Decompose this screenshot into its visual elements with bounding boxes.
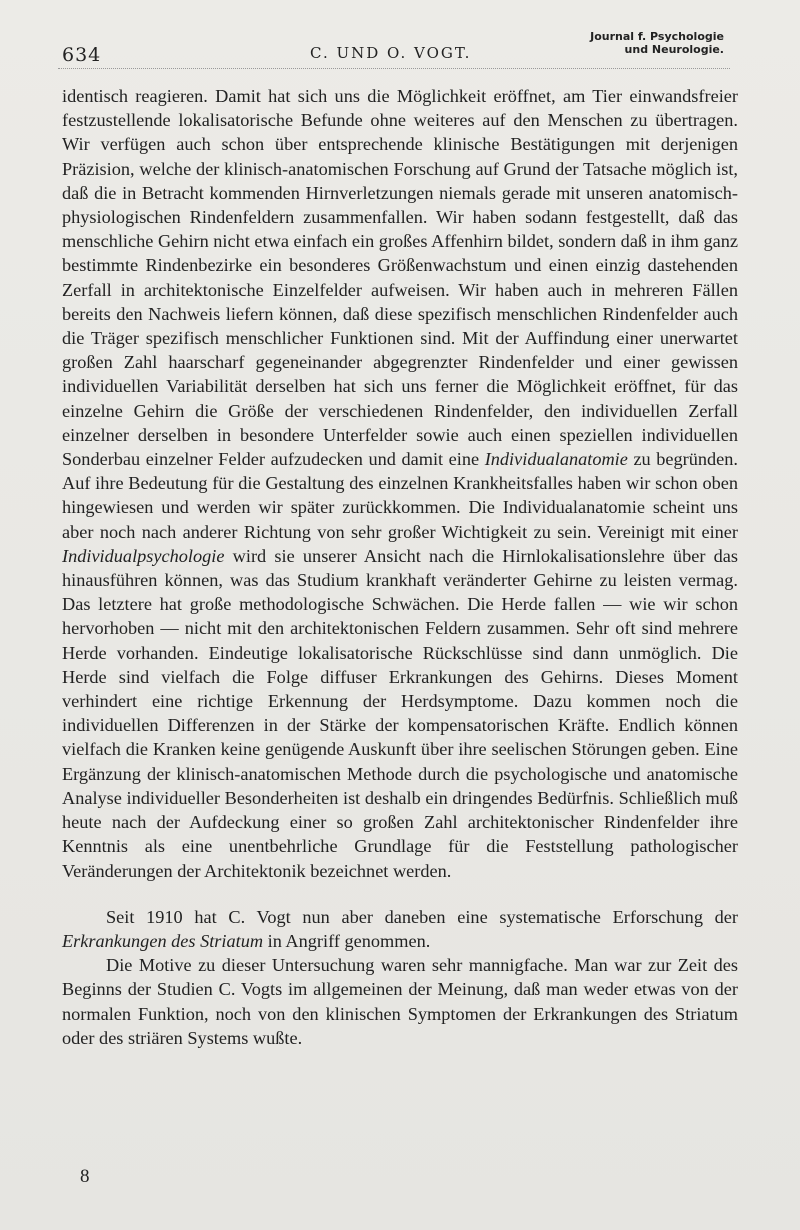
text-run: identisch reagieren. Damit hat sich uns die Möglichkeit eröffnet, am Tier einwandsfreier festzustellende lokalisatorische Befunde ohne weiteres auf den Menschen zu übertragen. Wir verfügen auch schon über entsprechende klinische Bestätigungen mit derjenigen Präzision, welche der klinisch-anatomischen Forschung auf Grund der Tatsache möglich ist, daß die in Betracht kommenden Hirnverletzungen niemals gerade mit unseren anatomisch-physiologischen Rindenfeldern zusammenfallen. Wir haben sodann festgestellt, daß das menschliche Gehirn nicht etwa einfach ein großes Affenhirn bildet, sondern daß in ihm ganz bestimmte Rindenbezirke ein <box>62 86 738 276</box>
body-paragraph <box>62 905 738 953</box>
italic-text: Individualpsychologie <box>62 545 225 566</box>
text-run: normalen Funktion <box>62 1003 204 1024</box>
text-run: Seit 1910 hat C. Vogt nun aber daneben eine systematische Erforschung der <box>106 906 738 927</box>
page-number: 634 <box>62 44 102 66</box>
text-run: der Erkrankungen des Striatum oder des striären Systems wußte. <box>62 1003 738 1048</box>
running-head: C. UND O. VOGT. <box>310 44 472 62</box>
text-run: spezifisch menschlicher Funktionen <box>145 328 414 349</box>
text-run: besonderes Größenwachstum <box>289 255 507 276</box>
journal-title <box>590 30 724 56</box>
text-run: in Angriff genommen. <box>263 930 431 951</box>
header-rule <box>58 68 730 69</box>
text-run: zu begründen. Auf ihre Bedeutung für die Gestaltung des einzelnen Krankheitsfalles haben wir schon oben hingewiesen und werden wir später zurückkommen. Die Individualanatomie scheint uns aber noch nach anderer Richtung von sehr großer Wichtigkeit zu sein. Vereinigt mit einer <box>62 449 738 542</box>
page-header <box>0 0 800 70</box>
text-run: klinischen Symptomen <box>325 1003 497 1024</box>
signature-mark: 8 <box>80 1166 90 1187</box>
text-run: . Endlich können vielfach die Kranken keine genügende Auskunft über ihre seelischen Störungen geben. Eine Ergänzung der klinisch-anatomischen Methode durch die psychologische und anatomische Analyse individueller Besonderheiten ist deshalb ein dringendes Bedürfnis. Schließlich muß heute nach der Aufdeckung einer so großen Zahl architektonischer Rindenfelder ihre Kenntnis als eine unentbehrliche Grundlage für die Feststellung <box>62 715 739 857</box>
body-text <box>62 84 738 1050</box>
text-run: , noch von den <box>204 1003 326 1024</box>
text-run: sind. Mit der Auffindung einer unerwartet großen Zahl haarscharf gegeneinander abgegrenzter Rindenfelder und einer gewissen individuellen Variabilität derselben hat sich uns ferner die Möglichkeit eröffnet, für das einzelne Gehirn die Größe der verschiedenen Rindenfelder, den individuellen Zerfall einzelner derselben in besondere Unterfelder sowie auch einen speziellen individuellen Sonderbau einzelner Felder aufzudecken und damit eine <box>62 328 738 470</box>
text-run: pathologischer <box>630 836 738 857</box>
italic-text: Individualanatomie <box>484 449 628 470</box>
text-run: Die Motive zu dieser Untersuchung waren sehr mannigfache. Man war zur Zeit des Beginns der Studien C. Vogts im allgemeinen der Meinung, daß man weder etwas von der <box>62 955 738 1000</box>
text-run: kompensatorischen Kräfte <box>407 715 605 736</box>
text-run: wird sie unserer Ansicht nach die Hirnlokalisationslehre über das hinausführen können, was das Studium krankhaft veränderter Gehirne zu leisten vermag. Das letztere hat große methodologische Schwächen. Die Herde fallen — wie wir schon hervorhoben — nicht mit den architektonischen Feldern zusammen. Sehr oft sind mehrere Herde vorhanden. Eindeutige lokalisatorische Rückschlüsse sind dann unmöglich. Die Herde sind vielfach die Folge diffuser Erkrankungen des Gehirns. Dieses Moment verhindert eine richtige Erkennung der Herdsymptome. Dazu kommen noch die individuellen Differenzen in der Stärke der <box>62 545 738 736</box>
journal-title-line: Journal f. Psychologie <box>590 30 724 43</box>
body-paragraph <box>62 953 738 1050</box>
text-run: aufweisen. Wir haben auch in mehreren Fällen bereits den Nachweis liefern können, daß diese spezifisch menschlichen Rindenfelder auch die Träger <box>62 279 738 349</box>
body-paragraph <box>62 84 738 883</box>
text-run: Veränderungen der Architektonik bezeichnet werden. <box>62 860 452 881</box>
paragraph-gap <box>62 883 738 905</box>
journal-title-line: und Neurologie. <box>624 43 724 56</box>
italic-text: Erkrankungen des Striatum <box>62 930 264 951</box>
text-run: einzig dastehenden Zerfall in architektonische Einzelfelder <box>62 255 738 300</box>
text-run: und einen <box>506 255 596 276</box>
